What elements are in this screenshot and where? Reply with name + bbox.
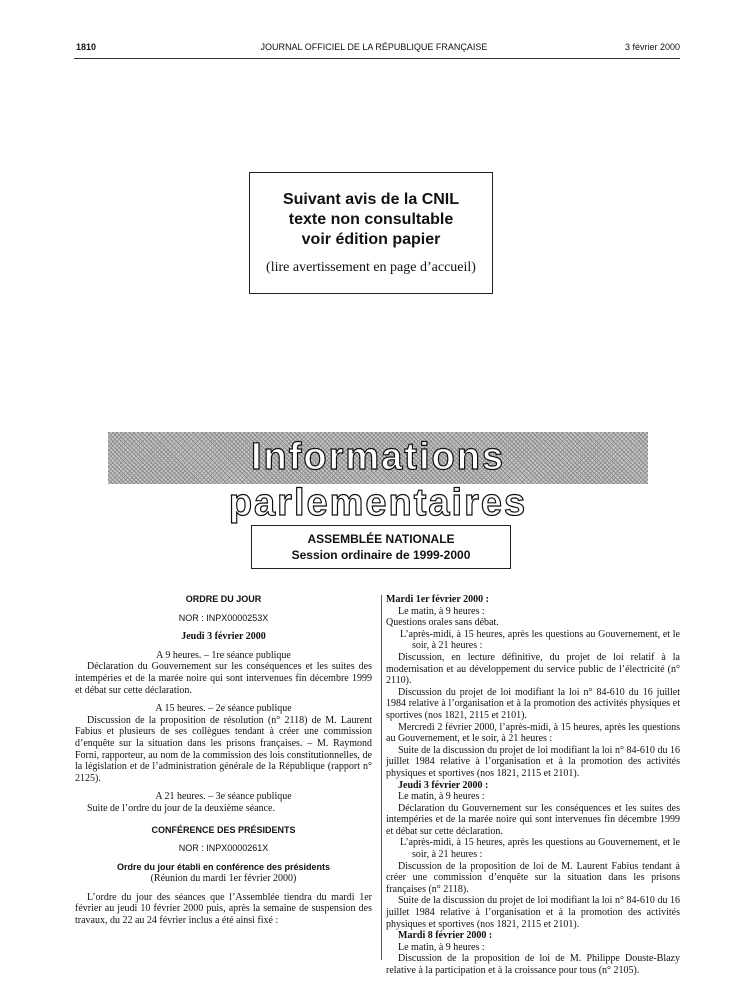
agenda-item: Questions orales sans débat. — [386, 617, 499, 629]
column-divider — [381, 595, 382, 960]
agenda-day-3: Jeudi 3 février 2000 : — [398, 779, 489, 791]
session-2-heading: A 15 heures. – 2e séance publique — [155, 703, 292, 715]
agenda-time: Le matin, à 9 heures : — [398, 791, 485, 803]
issue-date: 3 février 2000 — [624, 42, 680, 52]
cnil-notice-box — [249, 172, 493, 294]
session-2-text: Discussion de la proposition de résolution (n° 2118) de M. Laurent Fabius et plusieurs de ses collègues tendant à créer une commission d’enquête sur la situation dans les prisons françaises. – M. Raymond Forni, rapporteur, au nom de la commission des lois constitutionnelles, de la législation et de l’administration générale de la République (rapport n° 2125). — [75, 714, 372, 784]
session-1-text: Déclaration du Gouvernement sur les conséquences et les suites des intempéries et de la marée noire qui sont intervenues fin décembre 1999 et débat sur cette déclaration. — [75, 661, 372, 696]
nor-reference-2: NOR : INPX0000261X — [178, 843, 269, 854]
agenda-day-2: Mercredi 2 février 2000, l’après-midi, à 15 heures, après les questions au Gouvernement, et le soir, à 21 heures : — [386, 721, 680, 745]
page-number: 1810 — [76, 42, 97, 52]
cnil-line-2: texte non consultable — [288, 211, 454, 228]
session-3-text: Suite de l’ordre du jour de la deuxième séance. — [87, 802, 275, 814]
agenda-time: L’après-midi, à 15 heures, après les questions au Gouvernement, et le soir, à 21 heures : — [400, 837, 680, 861]
day-heading: Jeudi 3 février 2000 — [181, 631, 266, 643]
reunion-date: (Réunion du mardi 1er février 2000) — [150, 873, 297, 885]
assembly-box — [251, 525, 511, 569]
assembly-name: ASSEMBLÉE NATIONALE — [307, 532, 455, 546]
header-rule — [74, 58, 680, 59]
left-column — [75, 594, 372, 927]
agenda-item: Discussion de la proposition de loi de M. Philippe Douste-Blazy relative à la participation et à la croissance pour tous (n° 2105). — [386, 953, 680, 976]
banner-title: Informations parlementaires — [228, 436, 528, 524]
agenda-item: Discussion du projet de loi modifiant la loi n° 84-610 du 16 juillet 1984 relative à l’organisation et à la promotion des activités physiques et sportives (nos 1821, 2115 et 2101). — [386, 686, 680, 721]
right-column — [386, 594, 680, 977]
session-name: Session ordinaire de 1999-2000 — [291, 548, 471, 562]
ordre-heading: ORDRE DU JOUR — [185, 594, 262, 604]
agenda-item: Déclaration du Gouvernement sur les conséquences et les suites des intempéries et de la marée noire qui sont intervenues fin décembre 1999 et débat sur cette déclaration. — [386, 802, 680, 837]
agenda-item: Suite de la discussion du projet de loi modifiant la loi n° 84-610 du 16 juillet 1984 relative à l’organisation et à la promotion des activités physiques et sportives (nos 1821, 2115 et 2101). — [386, 744, 680, 779]
section-banner — [108, 432, 648, 524]
nor-reference: NOR : INPX0000253X — [178, 612, 269, 623]
conference-heading: CONFÉRENCE DES PRÉSIDENTS — [151, 824, 296, 835]
agenda-time: Le matin, à 9 heures : — [398, 605, 485, 617]
agenda-item: Suite de la discussion du projet de loi modifiant la loi n° 84-610 du 16 juillet 1984 relative à l’organisation et à la promotion des activités physiques et sportives (nos 1821, 2115 et 2101). — [386, 895, 680, 930]
session-3-heading: A 21 heures. – 3e séance publique — [155, 791, 292, 803]
ordre-etabli-heading: Ordre du jour établi en conférence des présidents — [116, 861, 331, 872]
agenda-item: Discussion de la proposition de loi de M. Laurent Fabius tendant à créer une commission d’enquête sur la situation dans les prisons françaises (n° 2118). — [386, 860, 680, 895]
intro-paragraph: L’ordre du jour des séances que l’Assemblée tiendra du mardi 1er février au jeudi 10 février 2000 puis, après la semaine de suspension des travaux, du 22 au 24 février inclus a été ainsi fixé : — [75, 891, 372, 927]
agenda-time: Le matin, à 9 heures : — [398, 941, 485, 953]
cnil-line-1: Suivant avis de la CNIL — [282, 191, 460, 208]
journal-title: JOURNAL OFFICIEL DE LA RÉPUBLIQUE FRANÇAISE — [260, 42, 488, 52]
agenda-day-4: Mardi 8 février 2000 : — [398, 930, 493, 942]
cnil-line-3: voir édition papier — [301, 231, 441, 248]
cnil-note: (lire avertissement en page d’accueil) — [266, 260, 476, 275]
agenda-time: L’après-midi, à 15 heures, après les questions au Gouvernement, et le soir, à 21 heures : — [400, 628, 680, 652]
session-1-heading: A 9 heures. – 1re séance publique — [156, 649, 291, 661]
agenda-day-1: Mardi 1er février 2000 : — [386, 594, 489, 605]
running-header — [0, 42, 748, 56]
agenda-item: Discussion, en lecture définitive, du projet de loi relatif à la modernisation et au développement du service public de l’électricité (n° 2110). — [386, 651, 680, 687]
